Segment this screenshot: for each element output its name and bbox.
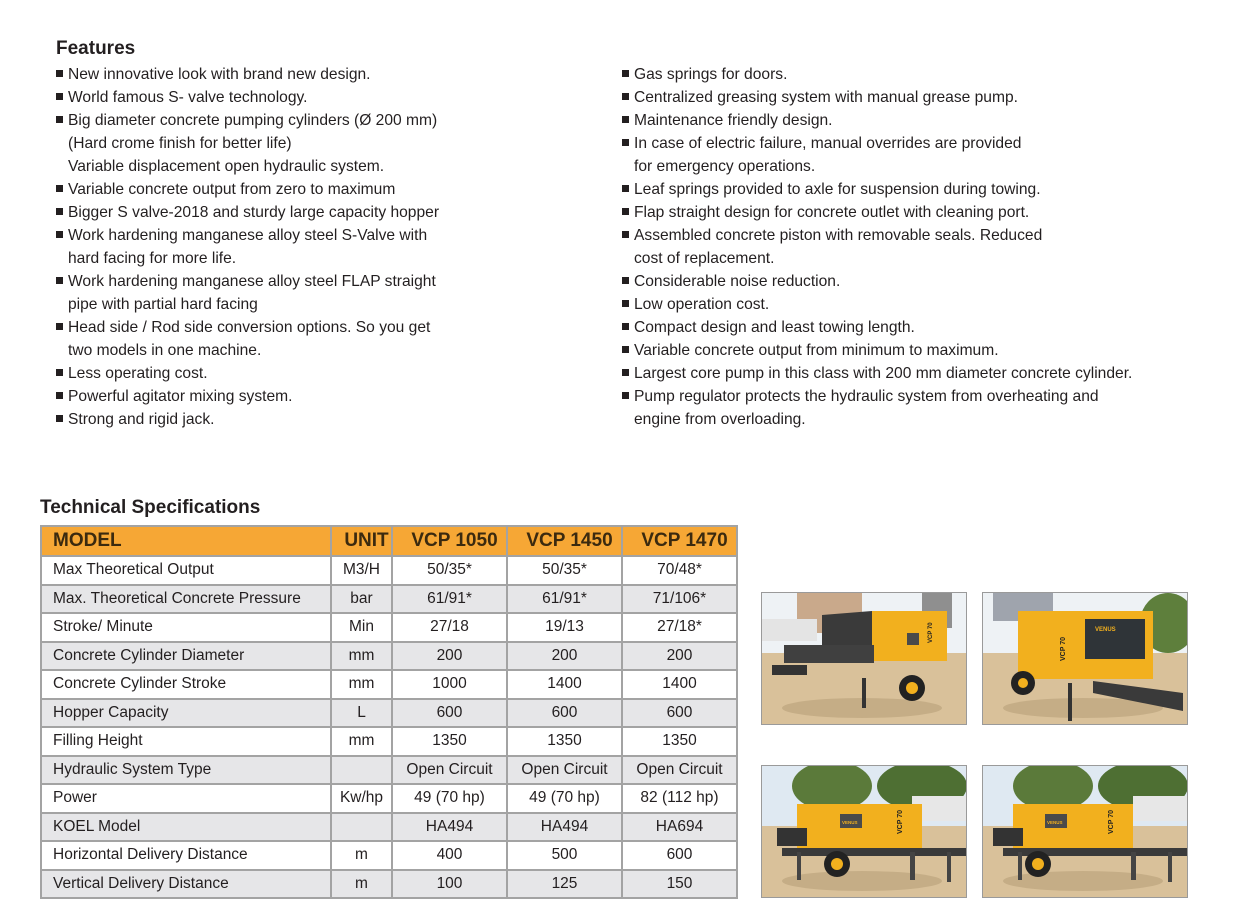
square-bullet-icon bbox=[622, 369, 629, 376]
vcp-1470-value: HA694 bbox=[622, 813, 737, 842]
square-bullet-icon bbox=[622, 208, 629, 215]
svg-text:VCP 70: VCP 70 bbox=[1108, 810, 1115, 834]
vcp-1050-value: 400 bbox=[392, 841, 507, 870]
vcp-1050-value: HA494 bbox=[392, 813, 507, 842]
square-bullet-icon bbox=[56, 392, 63, 399]
feature-text: Big diameter concrete pumping cylinders (Ø 200 mm) (Hard crome finish for better life) Variable displacement open hydraulic system. bbox=[68, 112, 438, 175]
feature-item bbox=[622, 385, 1222, 431]
unit: M3/H bbox=[331, 556, 392, 585]
feature-item bbox=[56, 201, 526, 224]
vcp-1050-value: 50/35* bbox=[392, 556, 507, 585]
vcp-1470-value: 200 bbox=[622, 642, 737, 671]
feature-item bbox=[622, 316, 1222, 339]
feature-text: Work hardening manganese alloy steel S-Valve with hard facing for more life. bbox=[68, 227, 428, 267]
feature-text: Variable concrete output from zero to maximum bbox=[68, 181, 396, 198]
vcp-1450-value: 19/13 bbox=[507, 613, 622, 642]
features-list-left bbox=[56, 63, 526, 431]
spec-row bbox=[41, 727, 737, 756]
vcp-1050-value: 200 bbox=[392, 642, 507, 671]
svg-text:VENUS: VENUS bbox=[842, 820, 858, 825]
vcp-1470-value: 150 bbox=[622, 870, 737, 899]
feature-item bbox=[622, 86, 1222, 109]
feature-item bbox=[622, 178, 1222, 201]
vcp-1470-value: 600 bbox=[622, 699, 737, 728]
vcp-1450-value: Open Circuit bbox=[507, 756, 622, 785]
vcp-1450-value: 49 (70 hp) bbox=[507, 784, 622, 813]
features-list-right bbox=[622, 63, 1222, 431]
vcp-1050-value: 61/91* bbox=[392, 585, 507, 614]
unit: m bbox=[331, 841, 392, 870]
spec-row bbox=[41, 756, 737, 785]
param-label: Filling Height bbox=[41, 727, 331, 756]
spec-row bbox=[41, 813, 737, 842]
feature-item bbox=[622, 270, 1222, 293]
feature-text: Compact design and least towing length. bbox=[634, 319, 915, 336]
unit: L bbox=[331, 699, 392, 728]
svg-text:VCP 70: VCP 70 bbox=[1060, 637, 1067, 661]
vcp-1450-value: 1350 bbox=[507, 727, 622, 756]
svg-text:VCP 70: VCP 70 bbox=[897, 810, 904, 834]
param-label: Max. Theoretical Concrete Pressure bbox=[41, 585, 331, 614]
spec-row bbox=[41, 784, 737, 813]
concrete-pump-image bbox=[983, 593, 1187, 724]
square-bullet-icon bbox=[56, 415, 63, 422]
square-bullet-icon bbox=[622, 185, 629, 192]
vcp-1470-value: Open Circuit bbox=[622, 756, 737, 785]
vcp-1050-value: 100 bbox=[392, 870, 507, 899]
vcp-1050-value: 49 (70 hp) bbox=[392, 784, 507, 813]
square-bullet-icon bbox=[622, 392, 629, 399]
feature-text: Work hardening manganese alloy steel FLAP straight pipe with partial hard facing bbox=[68, 273, 436, 313]
vcp-1450-value: 200 bbox=[507, 642, 622, 671]
square-bullet-icon bbox=[56, 116, 63, 123]
feature-text: Head side / Rod side conversion options. So you get two models in one machine. bbox=[68, 319, 431, 359]
square-bullet-icon bbox=[622, 93, 629, 100]
specs-header-row bbox=[41, 526, 737, 556]
spec-row bbox=[41, 699, 737, 728]
feature-item bbox=[622, 293, 1222, 316]
square-bullet-icon bbox=[56, 231, 63, 238]
feature-item bbox=[56, 385, 526, 408]
square-bullet-icon bbox=[622, 346, 629, 353]
vcp-1050-value: 1350 bbox=[392, 727, 507, 756]
param-label: Concrete Cylinder Stroke bbox=[41, 670, 331, 699]
param-label: Max Theoretical Output bbox=[41, 556, 331, 585]
feature-text: Largest core pump in this class with 200 mm diameter concrete cylinder. bbox=[634, 365, 1133, 382]
square-bullet-icon bbox=[56, 277, 63, 284]
param-label: Hopper Capacity bbox=[41, 699, 331, 728]
square-bullet-icon bbox=[622, 277, 629, 284]
square-bullet-icon bbox=[622, 300, 629, 307]
feature-text: Pump regulator protects the hydraulic system from overheating and engine from overloading. bbox=[634, 388, 1099, 428]
concrete-pump-image bbox=[762, 766, 966, 897]
vcp-1470-value: 1350 bbox=[622, 727, 737, 756]
vcp-1450-value: 600 bbox=[507, 699, 622, 728]
feature-text: Gas springs for doors. bbox=[634, 66, 788, 83]
feature-text: Leaf springs provided to axle for suspension during towing. bbox=[634, 181, 1041, 198]
feature-item bbox=[622, 109, 1222, 132]
square-bullet-icon bbox=[622, 231, 629, 238]
vcp-1050-value: 600 bbox=[392, 699, 507, 728]
square-bullet-icon bbox=[56, 93, 63, 100]
spec-row bbox=[41, 642, 737, 671]
square-bullet-icon bbox=[56, 369, 63, 376]
square-bullet-icon bbox=[56, 208, 63, 215]
vcp-1470-value: 82 (112 hp) bbox=[622, 784, 737, 813]
vcp-1050-value: 27/18 bbox=[392, 613, 507, 642]
param-label: Vertical Delivery Distance bbox=[41, 870, 331, 899]
param-label: Concrete Cylinder Diameter bbox=[41, 642, 331, 671]
feature-text: World famous S- valve technology. bbox=[68, 89, 308, 106]
square-bullet-icon bbox=[622, 70, 629, 77]
feature-item bbox=[56, 362, 526, 385]
feature-text: Strong and rigid jack. bbox=[68, 411, 215, 428]
spec-row bbox=[41, 585, 737, 614]
param-label: Stroke/ Minute bbox=[41, 613, 331, 642]
vcp-1050-value: Open Circuit bbox=[392, 756, 507, 785]
param-label: Hydraulic System Type bbox=[41, 756, 331, 785]
vcp-1450-value: 500 bbox=[507, 841, 622, 870]
feature-item bbox=[56, 109, 526, 178]
svg-text:VENUS: VENUS bbox=[1047, 820, 1063, 825]
unit: m bbox=[331, 870, 392, 899]
header-vcp-1450: VCP 1450 bbox=[507, 526, 622, 556]
spec-row bbox=[41, 613, 737, 642]
feature-item bbox=[622, 132, 1222, 178]
feature-item bbox=[56, 63, 526, 86]
feature-text: In case of electric failure, manual overrides are provided for emergency operations. bbox=[634, 135, 1022, 175]
header-model: MODEL bbox=[41, 526, 331, 556]
feature-item bbox=[622, 224, 1222, 270]
vcp-1450-value: 1400 bbox=[507, 670, 622, 699]
spec-row bbox=[41, 556, 737, 585]
param-label: Horizontal Delivery Distance bbox=[41, 841, 331, 870]
feature-text: New innovative look with brand new design. bbox=[68, 66, 371, 83]
param-label: KOEL Model bbox=[41, 813, 331, 842]
feature-item bbox=[56, 270, 526, 316]
features-heading: Features bbox=[56, 38, 136, 59]
feature-text: Flap straight design for concrete outlet with cleaning port. bbox=[634, 204, 1030, 221]
square-bullet-icon bbox=[622, 323, 629, 330]
unit bbox=[331, 813, 392, 842]
feature-item bbox=[56, 316, 526, 362]
vcp-1470-value: 1400 bbox=[622, 670, 737, 699]
vcp-1470-value: 71/106* bbox=[622, 585, 737, 614]
unit bbox=[331, 756, 392, 785]
header-vcp-1050: VCP 1050 bbox=[392, 526, 507, 556]
spec-row bbox=[41, 841, 737, 870]
feature-text: Variable concrete output from minimum to maximum. bbox=[634, 342, 999, 359]
spec-row bbox=[41, 670, 737, 699]
square-bullet-icon bbox=[56, 323, 63, 330]
square-bullet-icon bbox=[56, 185, 63, 192]
feature-item bbox=[622, 63, 1222, 86]
header-unit: UNIT bbox=[331, 526, 392, 556]
feature-text: Bigger S valve-2018 and sturdy large capacity hopper bbox=[68, 204, 440, 221]
feature-item bbox=[56, 408, 526, 431]
square-bullet-icon bbox=[622, 116, 629, 123]
feature-text: Low operation cost. bbox=[634, 296, 770, 313]
product-photo-1 bbox=[761, 592, 967, 725]
specs-heading: Technical Specifications bbox=[40, 497, 261, 518]
feature-text: Maintenance friendly design. bbox=[634, 112, 833, 129]
vcp-1470-value: 70/48* bbox=[622, 556, 737, 585]
feature-text: Considerable noise reduction. bbox=[634, 273, 841, 290]
vcp-1450-value: 50/35* bbox=[507, 556, 622, 585]
spec-row bbox=[41, 870, 737, 899]
feature-text: Less operating cost. bbox=[68, 365, 208, 382]
product-photo-4 bbox=[982, 765, 1188, 898]
unit: mm bbox=[331, 642, 392, 671]
product-photo-2 bbox=[982, 592, 1188, 725]
vcp-1450-value: HA494 bbox=[507, 813, 622, 842]
product-photo-3 bbox=[761, 765, 967, 898]
vcp-1470-value: 27/18* bbox=[622, 613, 737, 642]
feature-item bbox=[56, 224, 526, 270]
svg-text:VENUS: VENUS bbox=[1095, 627, 1116, 633]
specs-table bbox=[40, 525, 738, 899]
feature-item bbox=[622, 201, 1222, 224]
feature-text: Assembled concrete piston with removable seals. Reduced cost of replacement. bbox=[634, 227, 1043, 267]
vcp-1450-value: 61/91* bbox=[507, 585, 622, 614]
feature-item bbox=[622, 362, 1222, 385]
unit: mm bbox=[331, 670, 392, 699]
square-bullet-icon bbox=[622, 139, 629, 146]
square-bullet-icon bbox=[56, 70, 63, 77]
feature-item bbox=[622, 339, 1222, 362]
vcp-1470-value: 600 bbox=[622, 841, 737, 870]
feature-text: Centralized greasing system with manual grease pump. bbox=[634, 89, 1018, 106]
unit: bar bbox=[331, 585, 392, 614]
concrete-pump-image bbox=[762, 593, 966, 724]
header-vcp-1470: VCP 1470 bbox=[622, 526, 737, 556]
feature-item bbox=[56, 86, 526, 109]
param-label: Power bbox=[41, 784, 331, 813]
svg-text:VCP 70: VCP 70 bbox=[928, 622, 934, 643]
feature-text: Powerful agitator mixing system. bbox=[68, 388, 293, 405]
vcp-1450-value: 125 bbox=[507, 870, 622, 899]
vcp-1050-value: 1000 bbox=[392, 670, 507, 699]
unit: Kw/hp bbox=[331, 784, 392, 813]
feature-item bbox=[56, 178, 526, 201]
unit: mm bbox=[331, 727, 392, 756]
unit: Min bbox=[331, 613, 392, 642]
concrete-pump-image bbox=[983, 766, 1187, 897]
